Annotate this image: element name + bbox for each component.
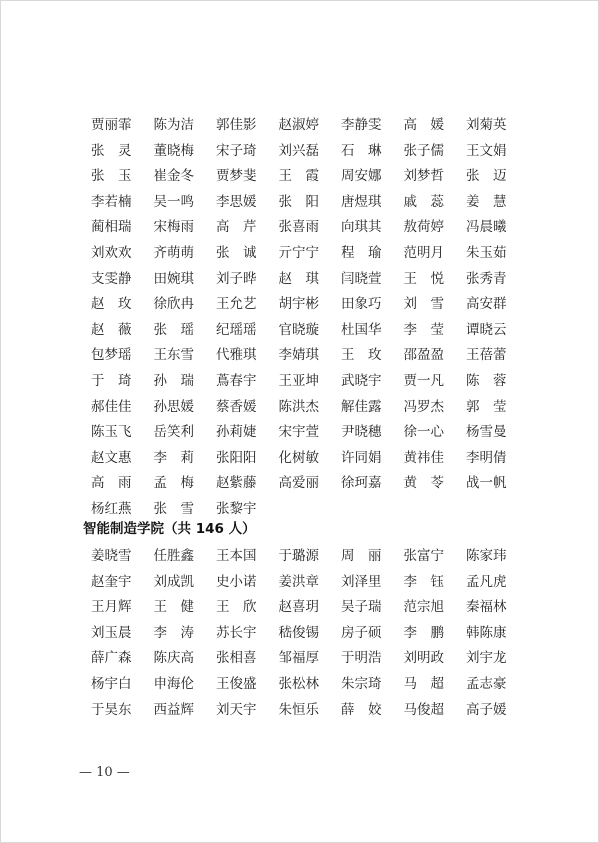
name-entry: 王蓓蕾 [466, 347, 507, 364]
name-entry: 吴子瑞 [341, 599, 382, 616]
name-entry: 周 丽 [341, 548, 382, 564]
name-entry: 贾梦斐 [216, 168, 257, 185]
name-entry: 张 灵 [91, 142, 132, 159]
name-entry: 赵紫藤 [216, 475, 257, 492]
name-entry: 杨宇白 [91, 675, 132, 692]
name-entry: 贾一凡 [403, 372, 444, 389]
name-entry: 姜晓雪 [91, 548, 132, 564]
name-entry: 陈为洁 [153, 117, 194, 133]
name-entry: 向琪其 [341, 219, 382, 236]
name-entry: 范明月 [403, 244, 444, 261]
name-entry: 孟凡虎 [466, 573, 507, 590]
name-entry: 尹晓穗 [341, 424, 382, 441]
name-entry: 刘宇龙 [466, 650, 507, 667]
name-entry: 化树敏 [278, 449, 319, 466]
name-entry: 田婉琪 [153, 270, 194, 287]
name-entry: 刘菊英 [466, 117, 507, 133]
name-entry: 陈洪杰 [278, 398, 319, 415]
name-entry: 陈玉飞 [91, 424, 132, 441]
name-entry: 许同娟 [341, 449, 382, 466]
name-entry: 王俊盛 [216, 675, 257, 692]
name-entry: 杨红燕 [91, 500, 132, 517]
name-entry: 崔金冬 [153, 168, 194, 185]
name-entry: 王本国 [216, 548, 257, 564]
name-entry: 高子媛 [466, 701, 507, 718]
name-entry: 胡宇彬 [278, 296, 319, 313]
name-entry: 申海伦 [153, 675, 194, 692]
name-entry: 官晓璇 [278, 321, 319, 338]
name-entry: 唐煜琪 [341, 193, 382, 210]
name-entry: 朱恒乐 [278, 701, 319, 718]
name-entry: 冯晨曦 [466, 219, 507, 236]
name-entry: 于明浩 [341, 650, 382, 667]
name-entry: 支雯静 [91, 270, 132, 287]
name-entry: 姜洪章 [278, 573, 319, 590]
name-entry: 张富宁 [403, 548, 444, 564]
name-entry: 李 鹏 [403, 624, 444, 641]
name-entry: 黄祎佳 [403, 449, 444, 466]
name-entry: 高 芹 [216, 219, 257, 236]
name-entry: 嵇俊锡 [278, 624, 319, 641]
name-entry: 朱玉茹 [466, 244, 507, 261]
name-entry: 程 瑜 [341, 244, 382, 261]
name-entry: 赵淑婷 [278, 117, 319, 133]
name-entry: 王月辉 [91, 599, 132, 616]
name-entry: 张 玉 [91, 168, 132, 185]
name-entry: 王 欣 [216, 599, 257, 616]
name-entry: 张喜雨 [278, 219, 319, 236]
name-entry: 刘子晔 [216, 270, 257, 287]
name-entry: 刘天宇 [216, 701, 257, 718]
name-entry: 张 瑶 [153, 321, 194, 338]
name-entry: 韩陈康 [466, 624, 507, 641]
name-entry: 李 莉 [153, 449, 194, 466]
name-entry: 战一帆 [466, 475, 507, 492]
name-entry: 房子硕 [341, 624, 382, 641]
name-entry: 戚 蕊 [403, 193, 444, 210]
name-entry: 孙莉婕 [216, 424, 257, 441]
name-entry: 郭佳影 [216, 117, 257, 133]
name-entry: 于 琦 [91, 372, 132, 389]
name-entry: 陈庆高 [153, 650, 194, 667]
name-entry: 蔺相瑞 [91, 219, 132, 236]
name-entry: 高 雨 [91, 475, 132, 492]
name-entry: 郭 莹 [466, 398, 507, 415]
name-entry: 杨雪曼 [466, 424, 507, 441]
name-entry: 岳笑利 [153, 424, 194, 441]
name-entry: 张子儒 [403, 142, 444, 159]
name-entry: 刘 雪 [403, 296, 444, 313]
name-entry: 郝佳佳 [91, 398, 132, 415]
name-entry: 冯罗杰 [403, 398, 444, 415]
name-entry: 朱宗琦 [341, 675, 382, 692]
name-entry: 宋子琦 [216, 142, 257, 159]
name-entry: 贾丽霏 [91, 117, 132, 133]
name-entry: 张松林 [278, 675, 319, 692]
name-entry: 刘兴磊 [278, 142, 319, 159]
name-list-section-1 [91, 113, 531, 523]
name-entry: 王亚坤 [278, 372, 319, 389]
name-entry: 西益辉 [153, 701, 194, 718]
name-entry: 高 媛 [403, 117, 444, 133]
name-entry: 于璐源 [278, 548, 319, 564]
name-entry: 秦福林 [466, 599, 507, 616]
name-entry: 高安群 [466, 296, 507, 313]
name-entry: 刘欢欢 [91, 244, 132, 261]
name-entry: 周安娜 [341, 168, 382, 185]
name-entry: 王 悦 [403, 270, 444, 287]
name-entry: 黄 苓 [403, 475, 444, 492]
name-entry: 包梦瑶 [91, 347, 132, 364]
name-entry: 王 玫 [341, 347, 382, 364]
section-heading: 智能制造学院（共 146 人） [83, 521, 256, 537]
name-entry: 王允艺 [216, 296, 257, 313]
name-entry: 张 阳 [278, 193, 319, 210]
name-entry: 刘成凯 [153, 573, 194, 590]
name-entry: 于昊东 [91, 701, 132, 718]
name-entry: 徐珂嘉 [341, 475, 382, 492]
name-entry: 代雅琪 [216, 347, 257, 364]
name-entry: 任胜鑫 [153, 548, 194, 564]
name-entry: 亓宁宁 [278, 244, 319, 261]
name-entry: 王 健 [153, 599, 194, 616]
name-entry: 刘梦哲 [403, 168, 444, 185]
name-entry: 李 涛 [153, 624, 194, 641]
name-entry: 张阳阳 [216, 449, 257, 466]
name-entry: 解佳露 [341, 398, 382, 415]
name-entry: 张秀青 [466, 270, 507, 287]
name-entry: 苏长宇 [216, 624, 257, 641]
name-entry: 赵文惠 [91, 449, 132, 466]
name-entry: 闫晓萱 [341, 270, 382, 287]
name-entry: 张黎宇 [216, 500, 257, 517]
name-entry: 李 莹 [403, 321, 444, 338]
name-entry: 李婧琪 [278, 347, 319, 364]
name-entry: 宋梅雨 [153, 219, 194, 236]
name-entry: 张 雪 [153, 500, 194, 517]
name-entry: 马俊超 [403, 701, 444, 718]
name-entry: 杜国华 [341, 321, 382, 338]
name-entry: 赵 玫 [91, 296, 132, 313]
name-entry: 纪瑶瑶 [216, 321, 257, 338]
name-entry: 赵 琪 [278, 270, 319, 287]
name-entry: 王文娟 [466, 142, 507, 159]
name-entry: 刘玉晨 [91, 624, 132, 641]
name-entry: 吴一鸣 [153, 193, 194, 210]
name-entry: 徐欣冉 [153, 296, 194, 313]
name-entry: 史小诺 [216, 573, 257, 590]
name-entry: 王 霞 [278, 168, 319, 185]
name-entry: 蔡香媛 [216, 398, 257, 415]
name-entry: 刘泽里 [341, 573, 382, 590]
name-entry: 孟志豪 [466, 675, 507, 692]
name-entry: 陈 蓉 [466, 372, 507, 389]
name-entry: 李 钰 [403, 573, 444, 590]
name-entry: 姜 慧 [466, 193, 507, 210]
name-entry: 薛广森 [91, 650, 132, 667]
name-entry: 赵 薇 [91, 321, 132, 338]
name-entry: 薛 姣 [341, 701, 382, 718]
name-entry: 齐萌萌 [153, 244, 194, 261]
name-list-section-2 [91, 544, 531, 723]
name-entry: 赵奎宇 [91, 573, 132, 590]
name-entry: 王东雪 [153, 347, 194, 364]
name-entry: 孙思媛 [153, 398, 194, 415]
name-entry: 敖荷婷 [403, 219, 444, 236]
name-entry: 李静雯 [341, 117, 382, 133]
name-entry: 石 琳 [341, 142, 382, 159]
name-entry: 范宗旭 [403, 599, 444, 616]
name-entry: 陈家玮 [466, 548, 507, 564]
name-entry: 赵喜玥 [278, 599, 319, 616]
name-entry: 张 迈 [466, 168, 507, 185]
name-entry: 蔦春宇 [216, 372, 257, 389]
name-entry: 孙 瑞 [153, 372, 194, 389]
name-entry: 刘明政 [403, 650, 444, 667]
name-entry: 邹福厚 [278, 650, 319, 667]
name-entry: 张 诚 [216, 244, 257, 261]
name-entry: 孟 梅 [153, 475, 194, 492]
name-entry: 董晓梅 [153, 142, 194, 159]
name-entry: 李明倩 [466, 449, 507, 466]
name-entry: 高爱丽 [278, 475, 319, 492]
name-entry: 张相喜 [216, 650, 257, 667]
name-entry: 李若楠 [91, 193, 132, 210]
name-entry: 邵盈盈 [403, 347, 444, 364]
name-entry: 宋宇萱 [278, 424, 319, 441]
name-entry: 田象巧 [341, 296, 382, 313]
name-entry: 武晓宇 [341, 372, 382, 389]
name-entry: 徐一心 [403, 424, 444, 441]
name-entry: 李思媛 [216, 193, 257, 210]
name-entry: 谭晓云 [466, 321, 507, 338]
page-number: — 10 — [79, 765, 130, 780]
name-entry: 马 超 [403, 675, 444, 692]
